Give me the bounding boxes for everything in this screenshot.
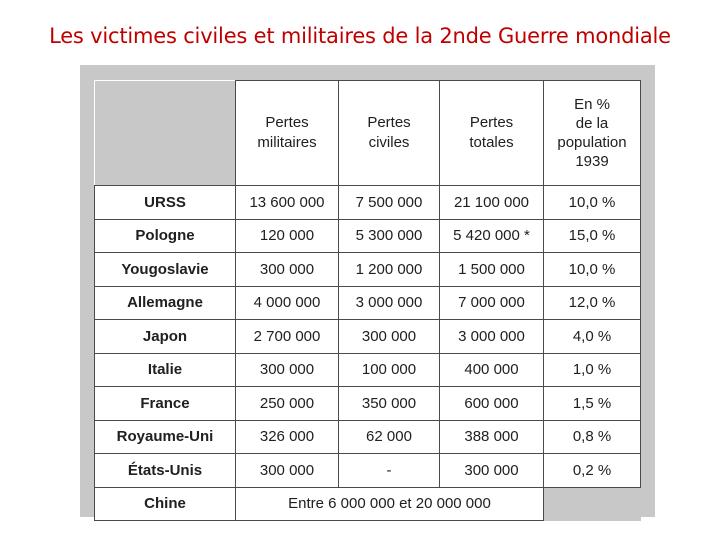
slide-title: Les victimes civiles et militaires de la 2nde Guerre mondiale [49, 24, 671, 48]
china-range-cell: Entre 6 000 000 et 20 000 000 [236, 487, 544, 521]
table-row [95, 286, 641, 320]
military-cell: 300 000 [236, 454, 339, 488]
table-row [95, 320, 641, 354]
country-cell: Allemagne [95, 286, 236, 320]
military-cell: 250 000 [236, 387, 339, 421]
military-cell: 4 000 000 [236, 286, 339, 320]
table-row [95, 454, 641, 488]
empty-cell [544, 487, 641, 521]
country-cell: Chine [95, 487, 236, 521]
table-panel [80, 65, 655, 517]
country-cell: Italie [95, 353, 236, 387]
table-row [95, 186, 641, 220]
civil-cell: 100 000 [339, 353, 440, 387]
civil-cell: 300 000 [339, 320, 440, 354]
table-row [95, 253, 641, 287]
header-row [95, 81, 641, 186]
military-cell: 300 000 [236, 353, 339, 387]
header-pourcentage-population: En % de la population 1939 [544, 81, 641, 186]
country-cell: Yougoslavie [95, 253, 236, 287]
header-pertes-totales: Pertes totales [440, 81, 544, 186]
civil-cell: 3 000 000 [339, 286, 440, 320]
civil-cell: 350 000 [339, 387, 440, 421]
total-cell: 5 420 000 * [440, 219, 544, 253]
table-row [95, 353, 641, 387]
country-cell: Japon [95, 320, 236, 354]
table-row-china [95, 487, 641, 521]
military-cell: 300 000 [236, 253, 339, 287]
percent-cell: 0,8 % [544, 420, 641, 454]
civil-cell: 7 500 000 [339, 186, 440, 220]
table-row [95, 387, 641, 421]
total-cell: 7 000 000 [440, 286, 544, 320]
total-cell: 600 000 [440, 387, 544, 421]
military-cell: 13 600 000 [236, 186, 339, 220]
header-pertes-militaires: Pertes militaires [236, 81, 339, 186]
country-cell: Royaume-Uni [95, 420, 236, 454]
percent-cell: 1,5 % [544, 387, 641, 421]
header-corner [95, 81, 236, 186]
military-cell: 326 000 [236, 420, 339, 454]
table-row [95, 219, 641, 253]
country-cell: France [95, 387, 236, 421]
table-row [95, 420, 641, 454]
casualty-table [94, 80, 641, 521]
country-cell: URSS [95, 186, 236, 220]
civil-cell: 62 000 [339, 420, 440, 454]
military-cell: 120 000 [236, 219, 339, 253]
total-cell: 400 000 [440, 353, 544, 387]
country-cell: Pologne [95, 219, 236, 253]
percent-cell: 0,2 % [544, 454, 641, 488]
total-cell: 3 000 000 [440, 320, 544, 354]
total-cell: 21 100 000 [440, 186, 544, 220]
percent-cell: 1,0 % [544, 353, 641, 387]
civil-cell: 1 200 000 [339, 253, 440, 287]
civil-cell: - [339, 454, 440, 488]
percent-cell: 15,0 % [544, 219, 641, 253]
military-cell: 2 700 000 [236, 320, 339, 354]
total-cell: 1 500 000 [440, 253, 544, 287]
percent-cell: 10,0 % [544, 253, 641, 287]
total-cell: 300 000 [440, 454, 544, 488]
header-pertes-civiles: Pertes civiles [339, 81, 440, 186]
percent-cell: 12,0 % [544, 286, 641, 320]
country-cell: États-Unis [95, 454, 236, 488]
total-cell: 388 000 [440, 420, 544, 454]
percent-cell: 4,0 % [544, 320, 641, 354]
civil-cell: 5 300 000 [339, 219, 440, 253]
percent-cell: 10,0 % [544, 186, 641, 220]
